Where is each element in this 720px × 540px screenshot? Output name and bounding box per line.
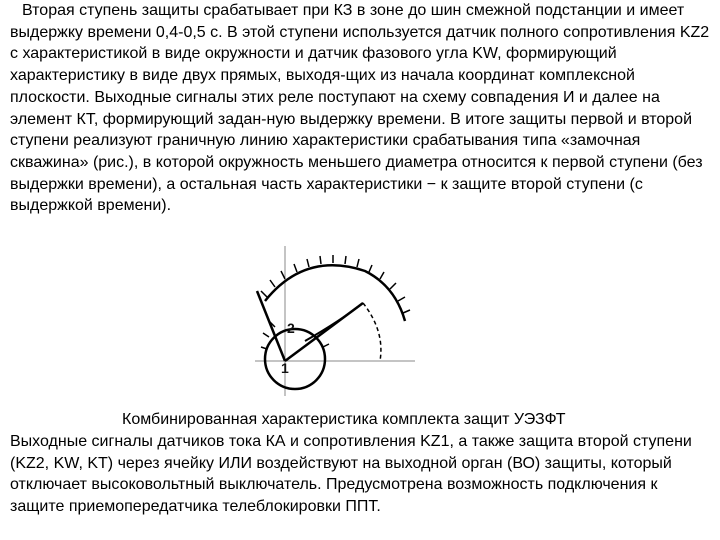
paragraph-intro: Вторая ступень защиты срабатывает при КЗ в зоне до шин смежной подстанции и имеет выдержку времени 0,4-0,5 с. В этой ступени используется датчик полного сопротивления KZ2 с характеристикой в виде окружности и датчик фазового угла KW, формирующий характеристику в виде двух прямых, выходя-щих из начала координат комплексной плоскости. Выходные сигналы этих реле поступают на схему совпадения И и далее на элемент КТ, формирующий задан-ную выдержку времени. В итоге защиты первой и второй ступени реализуют граничную линию характеристики срабатывания типа «замочная скважина» (рис.), в которой окружность меньшего диаметра относится к первой ступени (без выдержки времени), а остальная часть характеристики − к защите второй ступени (с выдержкой времени). bbox=[10, 2, 710, 215]
figure-large-circle-arc bbox=[265, 265, 405, 321]
figure-dashed-arc bbox=[363, 303, 381, 361]
figure-label-1: 1 bbox=[281, 360, 289, 376]
figure-label-2: 2 bbox=[287, 320, 295, 336]
figure-line-kw-1 bbox=[257, 291, 285, 361]
keyhole-characteristic-figure bbox=[245, 241, 425, 401]
figure-small-circle bbox=[265, 329, 325, 389]
paragraph-output-signals: Выходные сигналы датчиков тока КА и сопротивления KZ1, а также защита второй ступени (KZ2, KW, KT) через ячейку ИЛИ воздействуют на выходной орган (ВО) защиты, который отключает высоковольтный выключатель. Предусмотрена возможность подключения к защите приемопередатчика телеблокировки ППТ. bbox=[10, 433, 692, 516]
figure-caption: Комбинированная характеристика комплекта защит УЭЗФТ bbox=[122, 411, 566, 428]
